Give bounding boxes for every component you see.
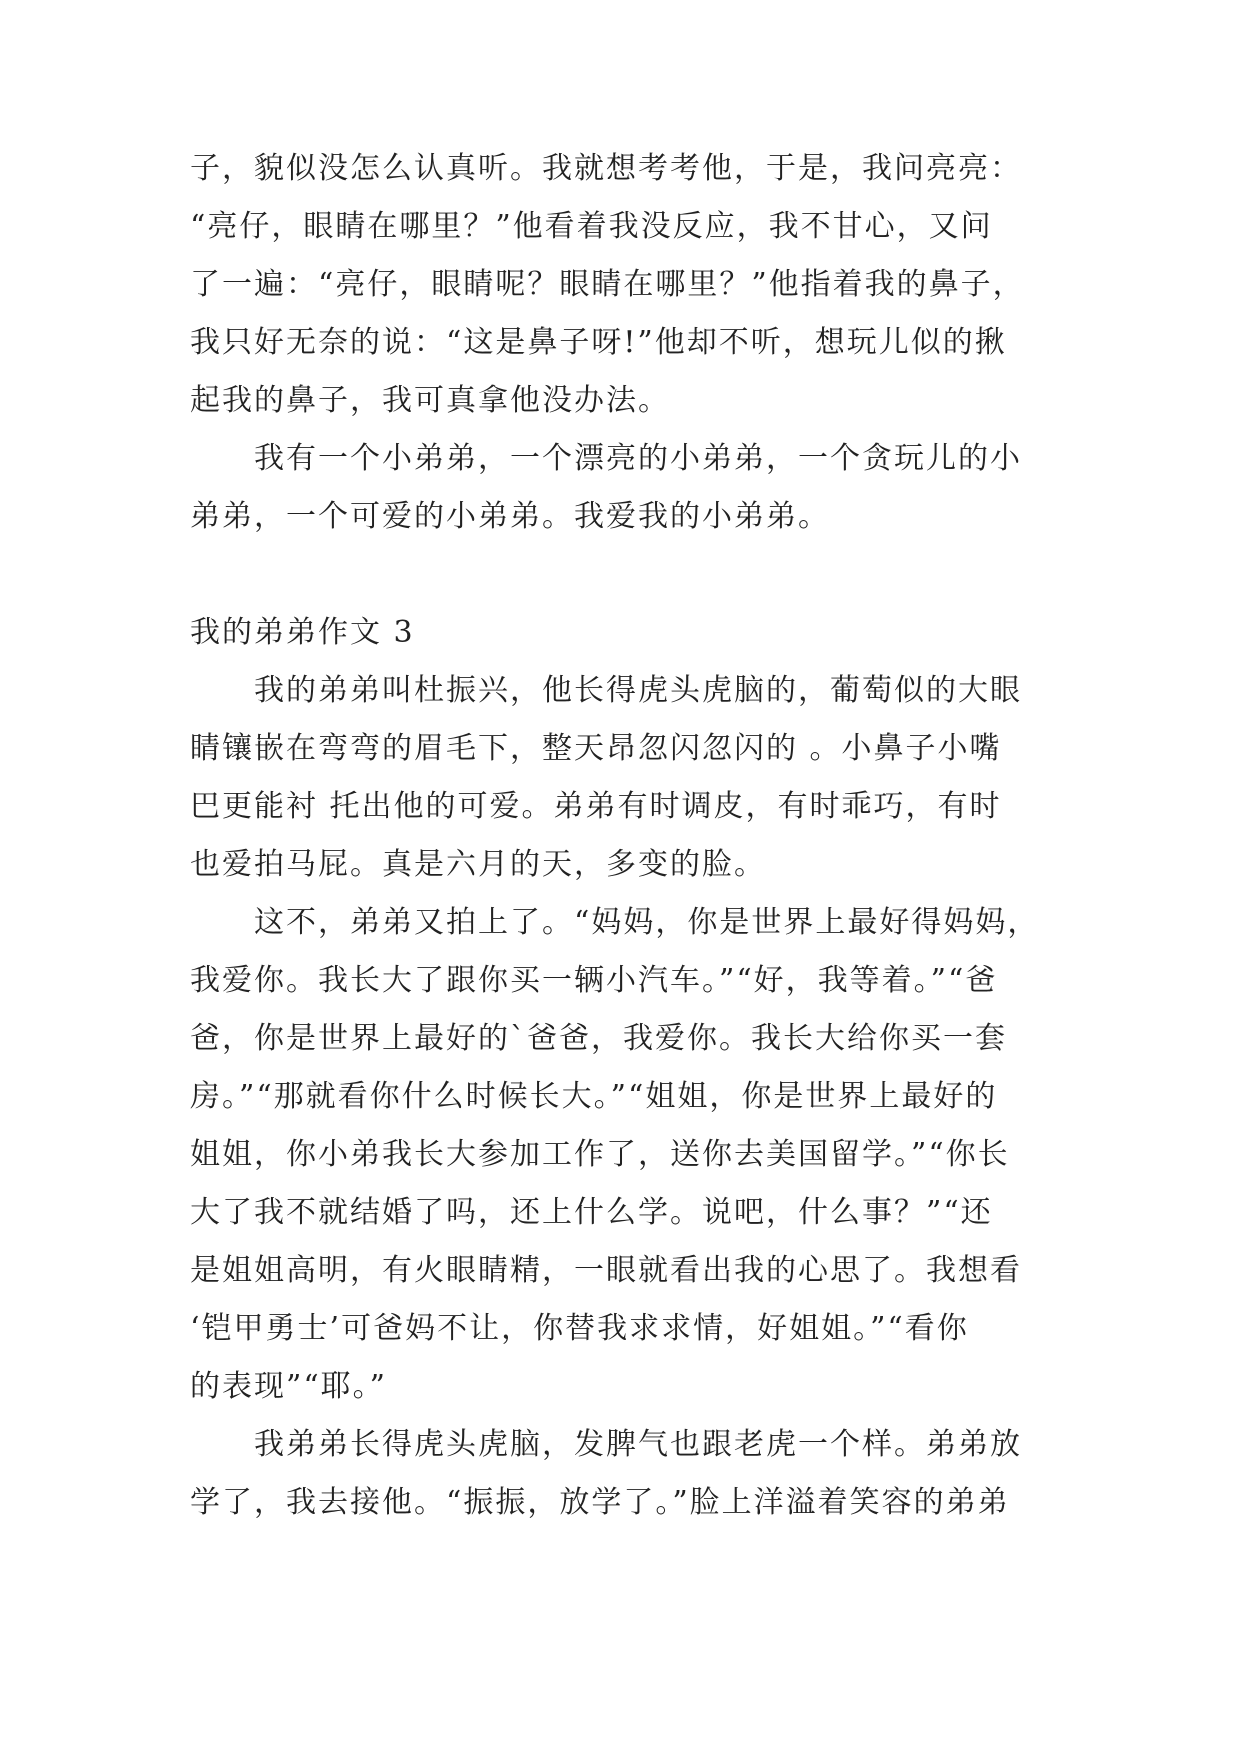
paragraph-continued — [190, 140, 1070, 430]
text-line: 的表现”“耶。” — [190, 1369, 388, 1404]
paragraph-conclusion — [190, 430, 1070, 546]
text-line: ‘铠甲勇士’可爸妈不让，你替我求求情，好姐姐。”“看你 — [190, 1311, 969, 1346]
text-line: 也爱拍马屁。真是六月的天，多变的脸。 — [190, 847, 766, 882]
text-line: 弟弟，一个可爱的小弟弟。我爱我的小弟弟。 — [190, 499, 830, 534]
text-line: 了一遍：“亮仔，眼睛呢？眼睛在哪里？”他指着我的鼻子， — [190, 267, 1025, 302]
text-line: 这不，弟弟又拍上了。“妈妈，你是世界上最好得妈妈， — [190, 905, 1040, 940]
text-line: 房。”“那就看你什么时候长大。”“姐姐，你是世界上最好的 — [190, 1079, 998, 1114]
text-line: 我只好无奈的说：“这是鼻子呀!”他却不听，想玩儿似的揪 — [190, 325, 1007, 360]
text-line: 姐姐，你小弟我长大参加工作了，送你去美国留学。”“你长 — [190, 1137, 1010, 1172]
text-line: 爸，你是世界上最好的`爸爸，我爱你。我长大给你买一套 — [190, 1021, 1007, 1056]
text-line: 我弟弟长得虎头虎脑，发脾气也跟老虎一个样。弟弟放 — [190, 1427, 1022, 1462]
text-line: 学了，我去接他。“振振，放学了。”脸上洋溢着笑容的弟弟 — [190, 1485, 1010, 1520]
text-line: 巴更能衬 托出他的可爱。弟弟有时调皮，有时乖巧，有时 — [190, 789, 1002, 824]
essay-title: 我的弟弟作文 3 — [190, 615, 415, 650]
paragraph-dialogue — [190, 894, 1070, 1416]
paragraph-intro — [190, 662, 1070, 894]
text-line: 睛镶嵌在弯弯的眉毛下，整天昂忽闪忽闪的 。小鼻子小嘴 — [190, 731, 1002, 766]
text-line: “亮仔，眼睛在哪里？”他看着我没反应，我不甘心，又问 — [190, 209, 993, 244]
text-line: 起我的鼻子，我可真拿他没办法。 — [190, 383, 670, 418]
text-line: 大了我不就结婚了吗，还上什么学。说吧，什么事？”“还 — [190, 1195, 993, 1230]
text-line: 是姐姐高明，有火眼睛精，一眼就看出我的心思了。我想看 — [190, 1253, 1022, 1288]
text-line: 子，貌似没怎么认真听。我就想考考他，于是，我问亮亮： — [190, 151, 1022, 186]
text-line: 我爱你。我长大了跟你买一辆小汽车。”“好，我等着。”“爸 — [190, 963, 998, 998]
text-line: 我的弟弟叫杜振兴，他长得虎头虎脑的，葡萄似的大眼 — [190, 673, 1022, 708]
section-spacer — [190, 546, 1070, 604]
text-line: 我有一个小弟弟，一个漂亮的小弟弟，一个贪玩儿的小 — [190, 441, 1022, 476]
document-body — [190, 140, 1070, 1532]
paragraph-temper — [190, 1416, 1070, 1532]
